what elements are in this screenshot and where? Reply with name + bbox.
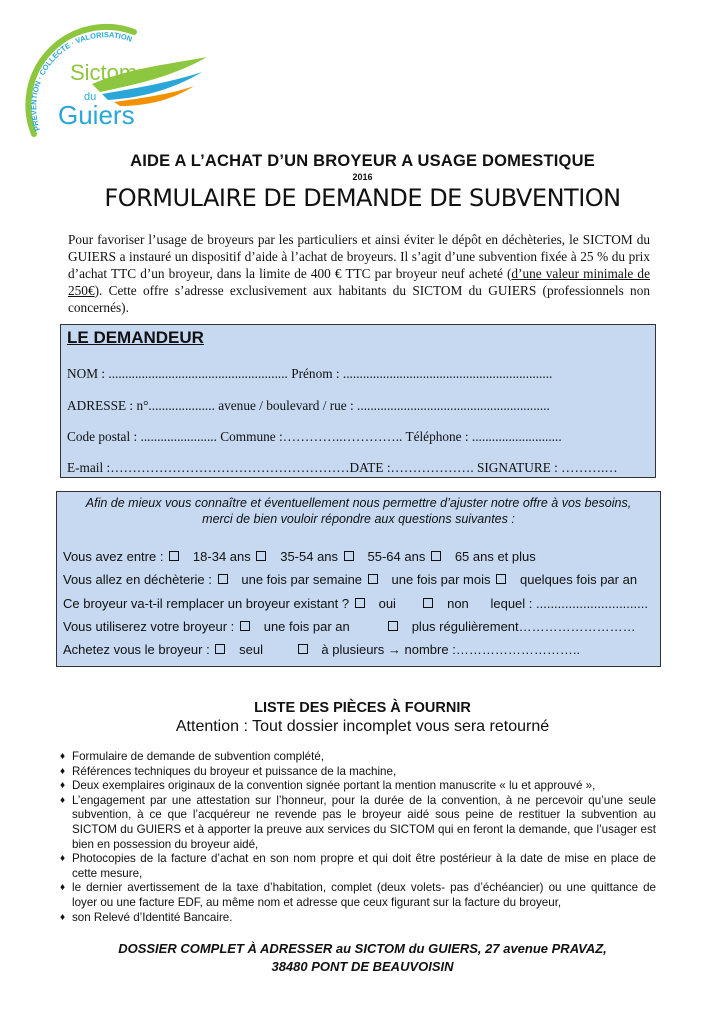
checkbox[interactable] bbox=[431, 551, 441, 561]
year: 2016 bbox=[352, 172, 373, 182]
list-item: ♦ Photocopies de la facture d’achat en son nom propre et qui doit être postérieur à la date de mise en place de cette mesure, bbox=[60, 852, 656, 880]
checkbox[interactable] bbox=[240, 621, 250, 631]
checkbox[interactable] bbox=[215, 644, 225, 654]
demandeur-heading: LE DEMANDEUR bbox=[67, 328, 204, 347]
q2-option-1: une fois par semaine bbox=[241, 572, 363, 587]
q3-which-field[interactable]: lequel : ............................... bbox=[490, 596, 648, 611]
question-frequency bbox=[63, 572, 637, 587]
q2-option-2: une fois par mois bbox=[391, 572, 491, 587]
q3-option-1: oui bbox=[378, 596, 396, 611]
diamond-bullet-icon: ♦ bbox=[60, 882, 66, 894]
questionnaire-note bbox=[57, 495, 660, 527]
list-item: ♦ Deux exemplaires originaux de la convention signée portant la mention manuscrite « lu et approuvé », bbox=[60, 779, 596, 793]
intro-text-a: Pour favoriser l’usage de broyeurs par les particuliers et ainsi éviter le dépôt en déchèteries, le SICTOM du GUIERS a instauré un dispositif d’aide à l’achat de broyeurs. Il s’agit d’une subvention fixée à 25 % du prix d’achat TTC d’un broyeur, dans la limite de 400 € TTC par broyeur neuf acheté ( bbox=[68, 232, 650, 281]
main-title: AIDE A L’ACHAT D’UN BROYEUR A USAGE DOMESTIQUE bbox=[130, 152, 595, 170]
form-subtitle: FORMULAIRE DE DEMANDE DE SUBVENTION bbox=[104, 184, 621, 212]
diamond-bullet-icon: ♦ bbox=[60, 780, 66, 792]
demandeur-box bbox=[60, 324, 656, 478]
checkbox[interactable] bbox=[423, 598, 433, 608]
q1-label: Vous avez entre : bbox=[63, 549, 164, 564]
checkbox[interactable] bbox=[298, 644, 308, 654]
question-purchase bbox=[63, 642, 580, 657]
q1-option-3: 55-64 ans bbox=[367, 549, 426, 564]
logo-name-3: Guiers bbox=[58, 100, 135, 130]
checkbox[interactable] bbox=[388, 621, 398, 631]
q2-label: Vous allez en déchèterie : bbox=[63, 572, 212, 587]
intro-paragraph bbox=[68, 231, 650, 316]
address-line[interactable]: ADRESSE : n°.................... avenue / boulevard / rue : .......................................................... bbox=[67, 398, 550, 413]
checkbox[interactable] bbox=[169, 551, 179, 561]
note-line-1: Afin de mieux vous connaître et éventuellement nous permettre d’ajuster notre offre à vos besoins, bbox=[85, 496, 632, 510]
logo-name-1: Sictom bbox=[70, 60, 138, 85]
diamond-bullet-icon: ♦ bbox=[60, 794, 66, 806]
list-item: ♦ le dernier avertissement de la taxe d’habitation, complet (deux volets- pas d’échéancier) ou une quittance de loyer ou une facture EDF, au même nom et adresse que ceux figurant sur la facture du broyeur, bbox=[60, 881, 656, 909]
mailing-address bbox=[0, 940, 725, 976]
q4-option-2: plus régulièrement……………………… bbox=[411, 619, 636, 634]
question-usage bbox=[63, 619, 636, 634]
intro-text-b: ). Cette offre s’adresse exclusivement aux habitants du SICTOM du GUIERS (professionnels non concernés). bbox=[68, 283, 650, 315]
address-line-1: DOSSIER COMPLET À ADRESSER au SICTOM du GUIERS, 27 avenue PRAVAZ, bbox=[118, 941, 607, 956]
arrow-right-icon: → bbox=[387, 642, 401, 657]
diamond-bullet-icon: ♦ bbox=[60, 751, 66, 762]
list-item: ♦ Références techniques du broyeur et puissance de la machine, bbox=[60, 764, 397, 778]
checkbox[interactable] bbox=[256, 551, 266, 561]
q5-option-1: seul bbox=[239, 642, 264, 657]
email-line[interactable]: E-mail :………………………………………………DATE :………………. SIGNATURE : ……….… bbox=[67, 460, 618, 475]
list-item: ♦ son Relevé d’Identité Bancaire. bbox=[60, 910, 233, 924]
q3-label: Ce broyeur va-t-il remplacer un broyeur existant ? bbox=[63, 596, 350, 611]
checkbox[interactable] bbox=[344, 551, 354, 561]
checkbox[interactable] bbox=[368, 574, 378, 584]
diamond-bullet-icon: ♦ bbox=[60, 765, 66, 777]
logo-name-2: du bbox=[84, 91, 97, 103]
list-item: ♦ L’engagement par une attestation sur l’honneur, pour la durée de la convention, à ne percevoir qu’une seule subvention, à ce que l’acquéreur ne revende pas le broyeur aidé sous peine de restituer la subvention au SICTOM du GUIERS et à apporter la preuve aux services du SICTOM qui en feront la demande, que l’usager est bien en possession du broyeur aidé, bbox=[60, 793, 656, 851]
attention-text: Attention : Tout dossier incomplet vous sera retourné bbox=[175, 718, 550, 735]
address-line-2: 38480 PONT DE BEAUVOISIN bbox=[271, 959, 454, 974]
note-line-2: merci de bien vouloir répondre aux questions suivantes : bbox=[202, 512, 515, 526]
q5-count-field[interactable]: nombre :……………………….. bbox=[404, 642, 581, 657]
q3-option-2: non bbox=[447, 596, 469, 611]
question-age bbox=[63, 549, 536, 564]
name-line[interactable]: NOM : ...................................................... Prénom : ............................................................... bbox=[67, 366, 553, 381]
q1-option-2: 35-54 ans bbox=[280, 549, 339, 564]
q5-label: Achetez vous le broyeur : bbox=[63, 642, 210, 657]
sictom-logo bbox=[22, 22, 212, 142]
q1-option-1: 18-34 ans bbox=[192, 549, 251, 564]
list-title: LISTE DES PIÈCES À FOURNIR bbox=[254, 700, 471, 716]
list-item: ♦ Formulaire de demande de subvention complété, bbox=[60, 750, 324, 763]
intro-text-underlined: d’une valeur minimale de 250€ bbox=[68, 266, 650, 298]
checkbox[interactable] bbox=[218, 574, 228, 584]
diamond-bullet-icon: ♦ bbox=[60, 911, 66, 923]
diamond-bullet-icon: ♦ bbox=[60, 853, 66, 865]
checkbox[interactable] bbox=[355, 598, 365, 608]
postal-line[interactable]: Code postal : ....................... Commune :…………..………….. Téléphone : ........................... bbox=[67, 429, 562, 444]
questionnaire-box bbox=[56, 491, 661, 667]
q5-option-2: à plusieurs bbox=[321, 642, 385, 657]
documents-list bbox=[60, 750, 656, 925]
checkbox[interactable] bbox=[496, 574, 506, 584]
q2-option-3: quelques fois par an bbox=[519, 572, 638, 587]
logo-arc-text: PRÉVENTION · COLLECTE · VALORISATION bbox=[29, 30, 134, 133]
question-replace bbox=[63, 596, 648, 611]
q4-label: Vous utiliserez votre broyeur : bbox=[63, 619, 235, 634]
q4-option-1: une fois par an bbox=[263, 619, 350, 634]
q1-option-4: 65 ans et plus bbox=[454, 549, 536, 564]
